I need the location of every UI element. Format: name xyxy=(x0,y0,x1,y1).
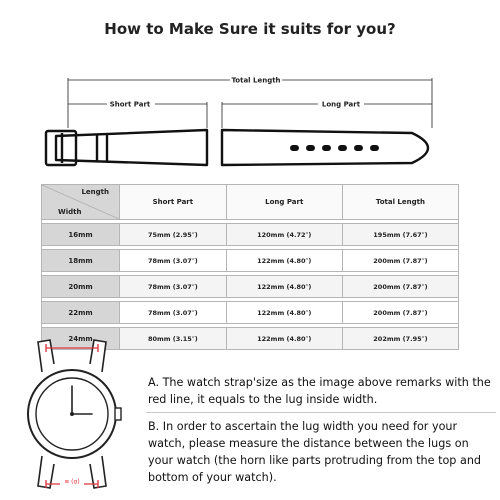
long-cell: 122mm (4.80″) xyxy=(226,302,342,324)
width-cell: 22mm xyxy=(42,302,120,324)
width-cell: 16mm xyxy=(42,224,120,246)
total-cell: 202mm (7.95″) xyxy=(342,328,458,350)
long-cell: 122mm (4.80″) xyxy=(226,276,342,298)
corner-length-label: Length xyxy=(81,188,109,196)
long-part-label: Long Part xyxy=(321,100,361,109)
width-cell: 18mm xyxy=(42,250,120,272)
long-cell: 120mm (4.72″) xyxy=(226,224,342,246)
table-row xyxy=(42,276,459,298)
lug-width-label: ≡ (α) xyxy=(64,478,80,486)
note-a-text: A. The watch strap'size as the image above remarks with the red line, it equals to the lug inside width. xyxy=(148,376,491,406)
strap-diagram xyxy=(0,0,500,180)
note-b-text: B. In order to ascertain the lug width you need for your watch, please measure the distance between the lugs on your watch (the horn like parts protruding from the top and bottom of your watch). xyxy=(148,420,482,484)
header-short-part: Short Part xyxy=(120,185,227,220)
header-total-length: Total Length xyxy=(342,185,458,220)
corner-width-label: Width xyxy=(58,208,82,216)
note-a xyxy=(148,374,493,408)
short-cell: 78mm (3.07″) xyxy=(120,302,227,324)
width-cell: 24mm xyxy=(42,328,120,350)
width-cell: 20mm xyxy=(42,276,120,298)
short-cell: 78mm (3.07″) xyxy=(120,276,227,298)
total-cell: 200mm (7.87″) xyxy=(342,302,458,324)
total-cell: 195mm (7.67″) xyxy=(342,224,458,246)
watch-illustration xyxy=(22,334,122,494)
table-row xyxy=(42,250,459,272)
size-table xyxy=(41,184,459,350)
lug-width-indicator-top xyxy=(46,344,98,352)
notes-divider xyxy=(146,412,496,413)
long-cell: 122mm (4.80″) xyxy=(226,250,342,272)
table-header-row xyxy=(42,185,459,220)
total-cell: 200mm (7.87″) xyxy=(342,276,458,298)
total-cell: 200mm (7.87″) xyxy=(342,250,458,272)
table-row xyxy=(42,224,459,246)
long-cell: 122mm (4.80″) xyxy=(226,328,342,350)
short-strap-with-buckle xyxy=(46,130,207,165)
short-cell: 78mm (3.07″) xyxy=(120,250,227,272)
table-row xyxy=(42,302,459,324)
page-title: How to Make Sure it suits for you? xyxy=(104,20,396,38)
header-long-part: Long Part xyxy=(226,185,342,220)
short-cell: 80mm (3.15″) xyxy=(120,328,227,350)
short-part-label: Short Part xyxy=(109,100,151,109)
note-b xyxy=(148,418,493,486)
short-cell: 75mm (2.95″) xyxy=(120,224,227,246)
table-corner-cell xyxy=(42,185,120,220)
total-length-label: Total Length xyxy=(231,76,281,85)
